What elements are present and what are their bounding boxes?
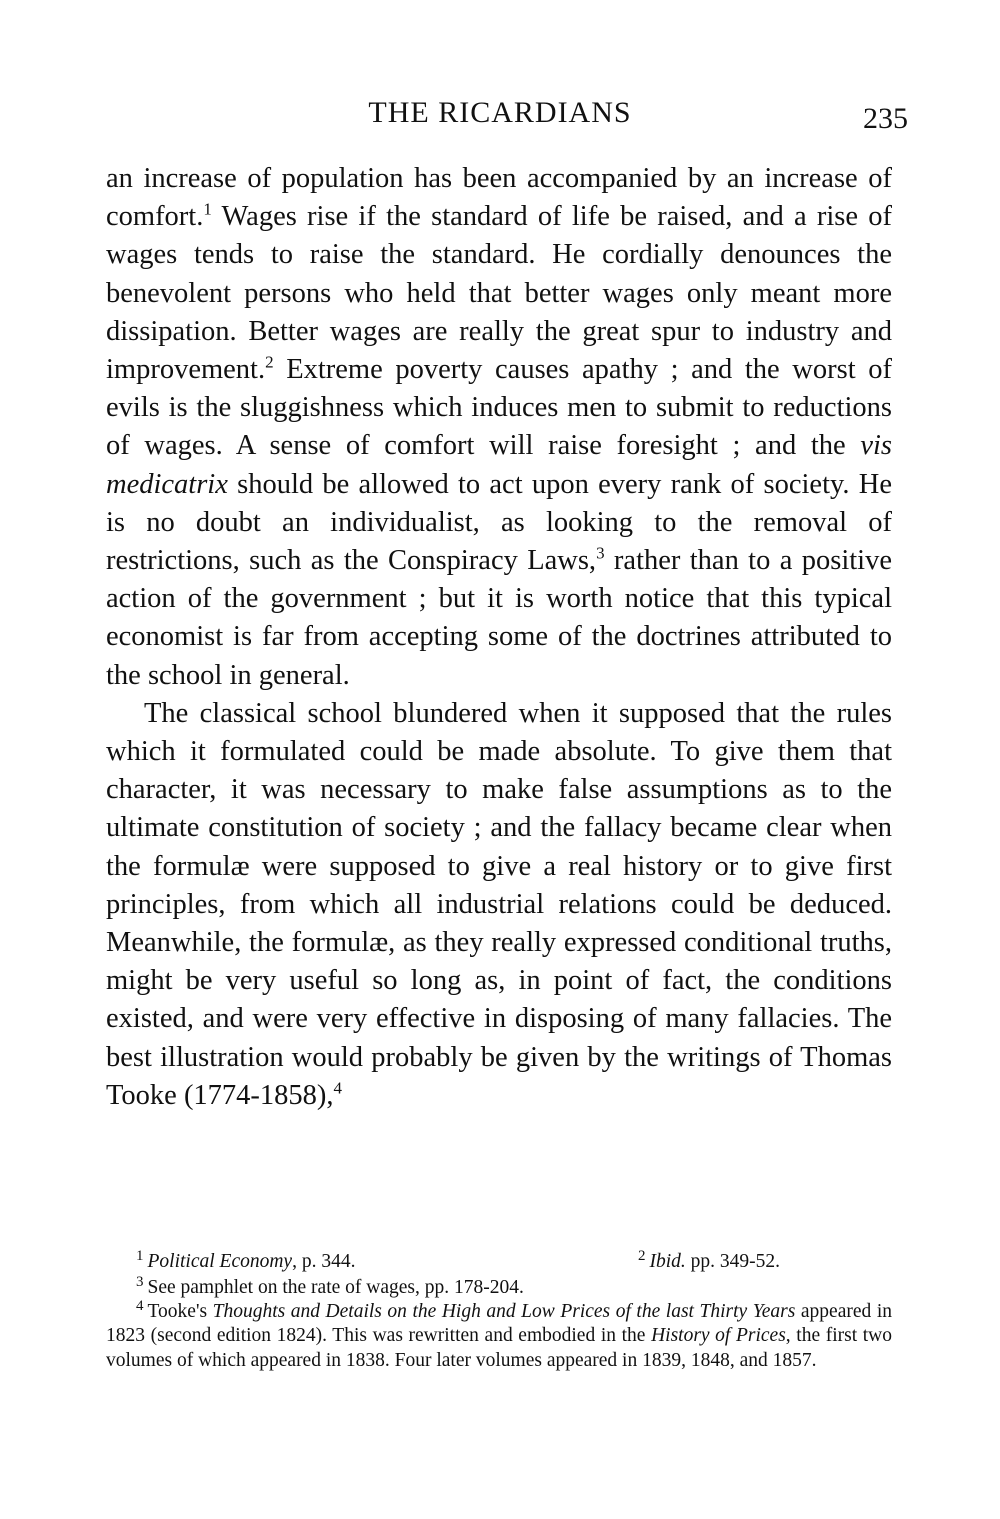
text-run: rather than to a positive action of the government ; but it is worth notice that this typical economist is far from accepting some of the doctrines attributed to the school in general. [106, 545, 892, 691]
italic-phrase: vis medicatrix [106, 430, 892, 500]
page-number: 235 [863, 102, 908, 135]
text-run: , the first two volumes of which appeared in 1838. Four later volumes appeared in 1839, 1848, and 1857. [106, 1325, 893, 1371]
text-run: Wages rise if the standard of life be raised, and a rise of wages tends to raise the standard. He cordially denounces the benevolent persons who held that better wages only meant more dissipation. Better wages are really the great spur to industry and improvement. [106, 201, 892, 386]
footnote-ref-1: 1 [203, 199, 212, 219]
text-run: The classical school blundered when it supposed that the rules which it formulated could be made absolute. To give them that character, it was necessary to make false assumptions as to the ultimate constitution of society ; and the fallacy became clear when the formulæ were supposed to give a real history or to give first principles, from which all industrial relations could be deduced. Meanwhile, the formulæ, as they really expressed conditional truths, might be very useful so long as, in point of fact, the conditions existed, and were very effective in disposing of many fallacies. The best illustration would probably be given by the writings of Thomas Tooke (1774-1858), [106, 697, 892, 1111]
footnote-1 [136, 1247, 356, 1274]
running-title: THE RICARDIANS [368, 96, 632, 129]
text-run: pp. 349-52. [685, 1251, 781, 1272]
text-run: an increase of population has been accompanied by an increase of comfort. [106, 163, 892, 233]
italic-title: Thoughts and Details on the High and Low Prices of the last Thirty Years [212, 1301, 796, 1323]
text-run: , p. 344. [292, 1251, 356, 1272]
italic-title: History of Prices [651, 1325, 786, 1347]
italic-title: Political Economy [147, 1251, 293, 1272]
paragraph-1 [106, 160, 892, 695]
text-run: Tooke's [147, 1301, 213, 1323]
italic-title: Ibid. [649, 1251, 686, 1272]
footnote-row [106, 1247, 892, 1276]
footnote-4 [106, 1297, 893, 1373]
text-run: Extreme poverty causes apathy ; and the worst of evils is the sluggishness which induces men to submit to reductions of wages. A sense of comfort will raise foresight ; and the [106, 354, 892, 462]
footnote-3 [106, 1273, 892, 1300]
text-run: See pamphlet on the rate of wages, pp. 178-204. [147, 1277, 524, 1298]
footnote-number: 4 [136, 1297, 144, 1314]
footnote-ref-3: 3 [596, 543, 605, 563]
footnote-2 [638, 1247, 781, 1274]
text-run: should be allowed to act upon every rank of society. He is no doubt an individualist, as looking to the removal of restrictions, such as the Conspiracy Laws, [106, 468, 892, 577]
footnote-ref-2: 2 [265, 352, 274, 372]
running-head [0, 96, 1000, 136]
footnote-number: 3 [136, 1273, 144, 1290]
text-run: appeared in 1823 (second edition 1824). This was rewritten and embodied in the [106, 1301, 892, 1347]
paragraph-2 [106, 695, 892, 1115]
footnote-number: 1 [136, 1247, 144, 1264]
body-text [106, 160, 892, 1115]
footnotes [106, 1247, 893, 1373]
footnote-number: 2 [638, 1247, 646, 1264]
footnote-ref-4: 4 [333, 1078, 343, 1098]
